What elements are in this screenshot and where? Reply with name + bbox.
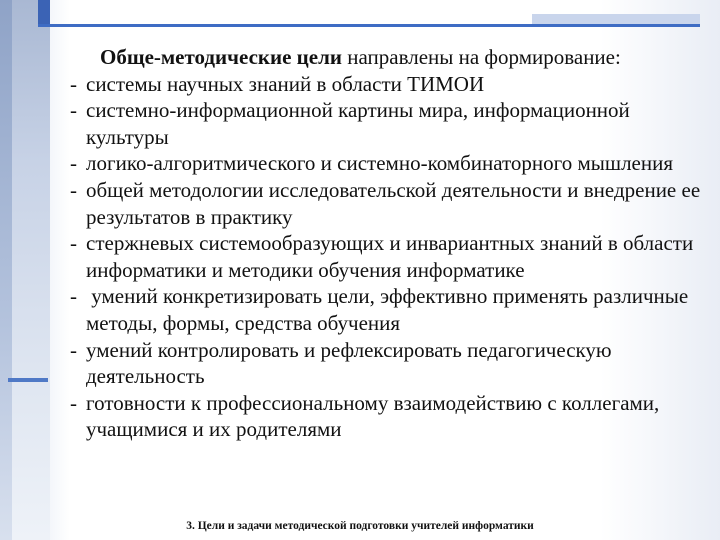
list-item-text: стержневых системообразующих и инвариантных знаний в области информатики и методики обучения информатике <box>86 231 694 282</box>
list-item-text: готовности к профессиональному взаимодействию с коллегами, учащимися и их родителями <box>86 390 660 442</box>
list-item-text: системы научных знаний в области ТИМОИ <box>86 71 485 96</box>
list-item <box>70 71 710 98</box>
list-item <box>70 283 710 336</box>
list-item-text: общей методологии исследовательской деятельности и внедрение ее результатов в практику <box>86 177 701 229</box>
list-item <box>70 230 710 283</box>
list-item-text: умений контролировать и рефлексировать педагогическую деятельность <box>86 337 612 389</box>
intro-paragraph <box>70 44 710 71</box>
dash: - <box>70 231 77 256</box>
left-decoration-inner <box>0 0 12 540</box>
dash: - <box>70 284 77 309</box>
dash: - <box>70 151 77 176</box>
dash: - <box>70 98 77 123</box>
top-rule <box>38 24 700 27</box>
left-accent-bar <box>8 378 48 382</box>
list-item-text: умений конкретизировать цели, эффективно применять различные методы, формы, средства обучения <box>86 284 694 335</box>
intro-rest: направлены на формирование: <box>341 45 621 69</box>
dash: - <box>70 337 77 362</box>
dash: - <box>70 390 77 415</box>
list-item-text: системно-информационной картины мира, информационной культуры <box>86 98 630 149</box>
top-accent-block <box>38 0 50 26</box>
top-accent-light-bar <box>532 14 700 24</box>
list-item-text: логико-алгоритмического и системно-комбинаторного мышления <box>86 151 674 176</box>
list-item <box>70 150 710 177</box>
slide-body <box>70 44 710 443</box>
slide-footer: 3. Цели и задачи методической подготовки учителей информатики <box>186 520 534 532</box>
dash: - <box>70 177 77 202</box>
intro-bold: Обще-методические цели <box>100 45 342 69</box>
list-item <box>70 177 710 230</box>
list-item <box>70 97 710 150</box>
list-item <box>70 390 710 443</box>
dash: - <box>70 71 77 96</box>
list-item <box>70 337 710 390</box>
